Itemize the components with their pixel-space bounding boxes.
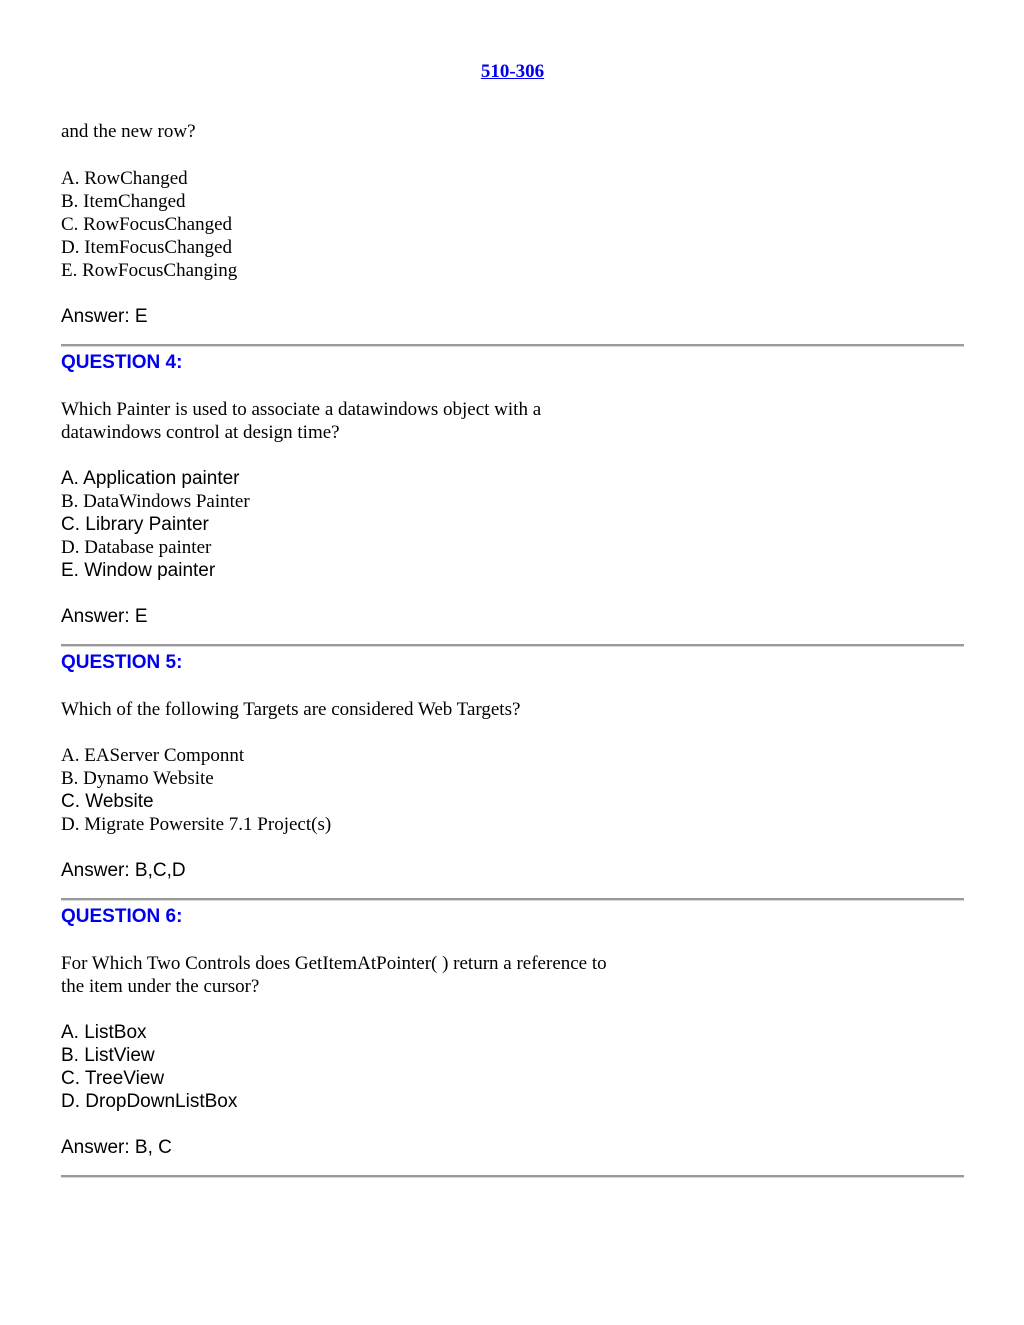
divider — [61, 644, 964, 647]
option-d: D. Database painter — [61, 537, 212, 558]
answer-text: Answer: B,C,D — [61, 860, 186, 881]
option-d: D. DropDownListBox — [61, 1091, 238, 1112]
question-title: QUESTION 4: — [61, 352, 183, 373]
question-text-line: Which of the following Targets are considered Web Targets? — [61, 699, 521, 720]
question-title: QUESTION 6: — [61, 906, 183, 927]
question-text-line: and the new row? — [61, 121, 196, 142]
options-list — [61, 744, 964, 836]
question-text — [61, 698, 964, 721]
divider — [61, 898, 964, 901]
question-text — [61, 120, 964, 143]
answer-text: Answer: B, C — [61, 1137, 172, 1158]
option-c: C. Website — [61, 791, 154, 812]
option-e: E. RowFocusChanging — [61, 260, 238, 281]
question-text-line: datawindows control at design time? — [61, 422, 340, 443]
options-list — [61, 1021, 964, 1113]
option-d: D. Migrate Powersite 7.1 Project(s) — [61, 814, 332, 835]
option-e: E. Window painter — [61, 560, 216, 581]
question-title: QUESTION 5: — [61, 652, 183, 673]
question-text — [61, 952, 964, 998]
option-b: B. ListView — [61, 1045, 155, 1066]
divider — [61, 344, 964, 347]
question-text — [61, 398, 964, 444]
options-list — [61, 467, 964, 582]
option-a: A. ListBox — [61, 1022, 147, 1043]
option-d: D. ItemFocusChanged — [61, 237, 232, 258]
answer-text: Answer: E — [61, 606, 148, 627]
divider — [61, 1175, 964, 1178]
option-c: C. TreeView — [61, 1068, 165, 1089]
option-b: B. Dynamo Website — [61, 768, 214, 789]
question-text-line: the item under the cursor? — [61, 976, 260, 997]
exam-code-link[interactable]: 510-306 — [480, 61, 545, 82]
option-a: A. Application painter — [61, 468, 240, 489]
options-list — [61, 167, 964, 282]
option-a: A. RowChanged — [61, 168, 188, 189]
option-a: A. EAServer Componnt — [61, 745, 245, 766]
option-c: C. Library Painter — [61, 514, 209, 535]
option-c: C. RowFocusChanged — [61, 214, 232, 235]
question-text-line: For Which Two Controls does GetItemAtPointer( ) return a reference to — [61, 953, 607, 974]
option-b: B. ItemChanged — [61, 191, 186, 212]
question-text-line: Which Painter is used to associate a datawindows object with a — [61, 399, 542, 420]
option-b: B. DataWindows Painter — [61, 491, 250, 512]
answer-text: Answer: E — [61, 306, 148, 327]
